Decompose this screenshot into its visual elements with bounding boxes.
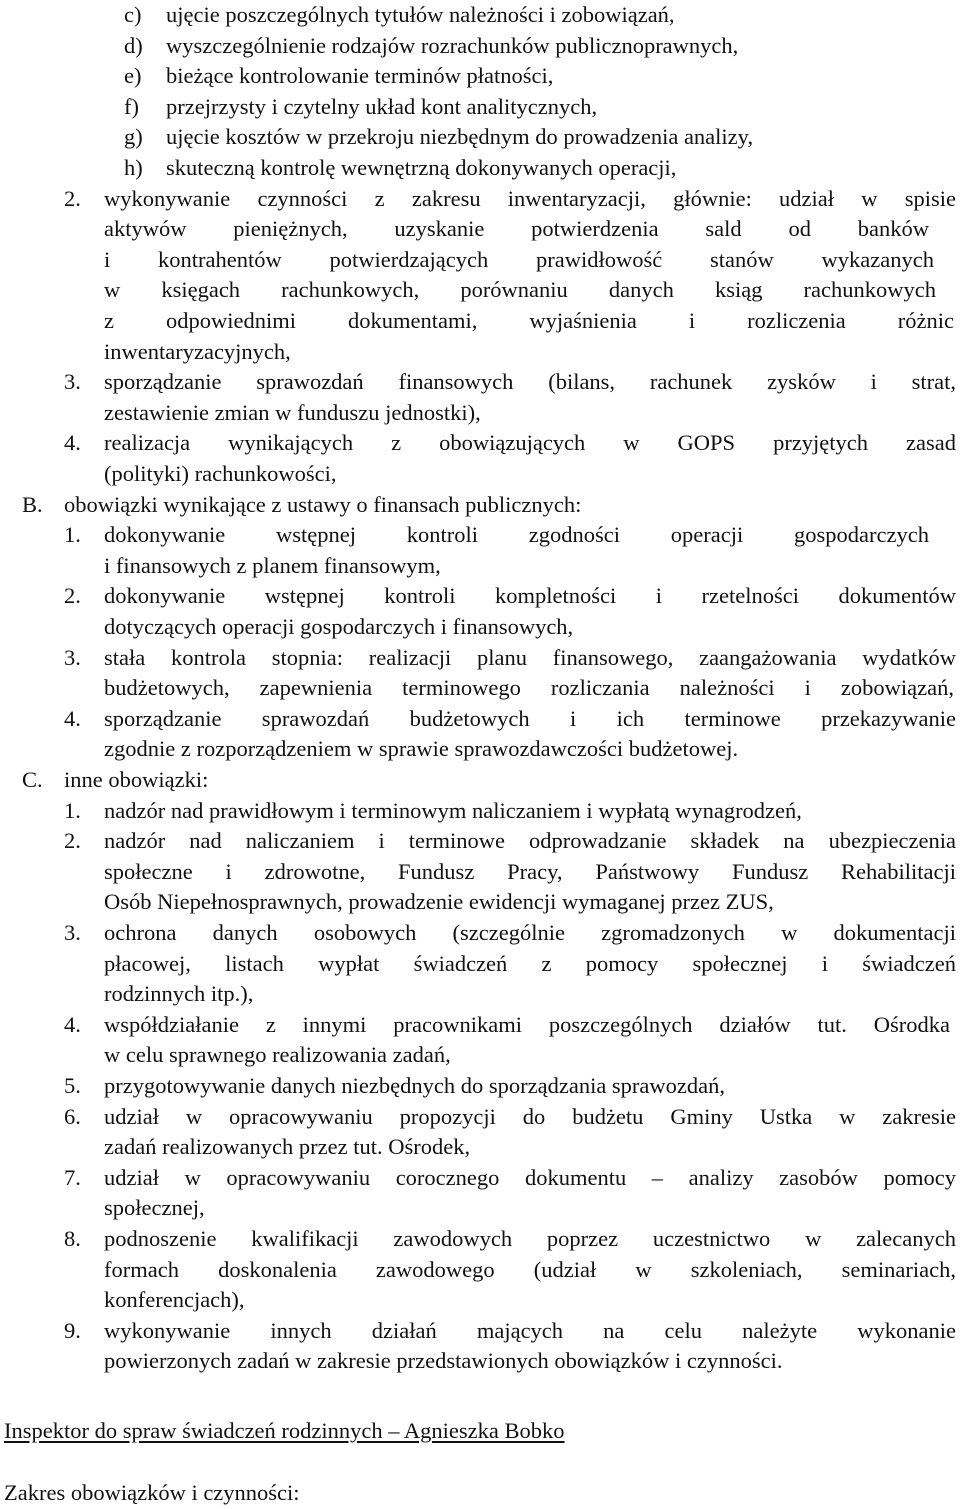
item-number: 6. — [64, 1103, 81, 1129]
section-title-c: inne obowiązki: — [64, 767, 209, 792]
item-text: wyszczególnienie rodzajów rozrachunków publicznoprawnych, — [166, 32, 739, 58]
position-heading: Inspektor do spraw świadczeń rodzinnych – Agnieszka Bobko — [4, 1418, 565, 1443]
item-line: udział w opracowywaniu corocznego dokumentu – analizy zasobów pomocy — [104, 1164, 956, 1190]
item-letter: c) — [124, 2, 142, 27]
item-line: wykonywanie czynności z zakresu inwentaryzacji, głównie: udział w spisie — [104, 185, 956, 211]
item-line: dokonywanie wstępnej kontroli zgodności operacji gospodarczych — [104, 522, 929, 548]
item-number: 2. — [64, 828, 81, 854]
item-letter: e) — [124, 63, 142, 89]
item-number: 3. — [64, 644, 81, 670]
item-line: udział w opracowywaniu propozycji do budżetu Gminy Ustka w zakresie — [104, 1103, 956, 1129]
item-number: 9. — [64, 1317, 81, 1343]
list-item — [124, 61, 960, 92]
item-line: dokonywanie wstępnej kontroli kompletności i rzetelności dokumentów — [104, 583, 956, 609]
item-line: wykonywanie innych działań mających na celu należyte wykonanie — [104, 1317, 956, 1343]
item-number: 4. — [64, 430, 81, 456]
item-line: budżetowych, zapewnienia terminowego rozliczania należności i zobowiązań, — [104, 675, 954, 701]
section-title-b: obowiązki wynikające z ustawy o finansach publicznych: — [64, 491, 582, 517]
item-text: skuteczną kontrolę wewnętrzną dokonywanych operacji, — [166, 155, 677, 180]
item-line: ochrona danych osobowych (szczególnie zgromadzonych w dokumentacji — [104, 920, 956, 945]
item-line: nadzór nad naliczaniem i terminowe odprowadzanie składek na ubezpieczenia — [104, 828, 956, 854]
item-number: 3. — [64, 369, 81, 395]
item-line: podnoszenie kwalifikacji zawodowych poprzez uczestnictwo w zalecanych — [104, 1226, 956, 1251]
list-item — [124, 92, 960, 123]
list-item — [124, 31, 960, 62]
item-number: 4. — [64, 1011, 81, 1037]
list-item — [124, 122, 960, 153]
list-item — [124, 153, 960, 184]
item-letter: d) — [124, 32, 143, 58]
item-line: z odpowiednimi dokumentami, wyjaśnienia i rozliczenia różnic — [104, 308, 954, 333]
item-text: ujęcie poszczególnych tytułów należności i zobowiązań, — [166, 2, 675, 27]
item-line: sporządzanie sprawozdań budżetowych i ich terminowe przekazywanie — [104, 705, 956, 731]
item-number: 1. — [64, 522, 81, 548]
section-letter-b: B. — [22, 491, 43, 517]
item-number: 8. — [64, 1226, 81, 1251]
item-line: i kontrahentów potwierdzających prawidłowość stanów wykazanych — [104, 246, 934, 272]
item-letter: g) — [124, 124, 143, 150]
item-number: 1. — [64, 797, 81, 823]
section-letter-c: C. — [22, 767, 43, 792]
item-line: formach doskonalenia zawodowego (udział w szkoleniach, seminariach, — [104, 1256, 956, 1282]
item-line: płacowej, listach wypłat świadczeń z pomocy społecznej i świadczeń — [104, 950, 956, 976]
item-text: ujęcie kosztów w przekroju niezbędnym do prowadzenia analizy, — [166, 124, 754, 150]
duties-heading: Zakres obowiązków i czynności: — [4, 1480, 300, 1505]
item-line: w księgach rachunkowych, porównaniu danych ksiąg rachunkowych — [104, 277, 936, 303]
item-text: przejrzysty i czytelny układ kont analitycznych, — [166, 93, 598, 119]
item-number: 5. — [64, 1073, 81, 1098]
item-line: współdziałanie z innymi pracownikami poszczególnych działów tut. Ośrodka — [104, 1011, 950, 1037]
item-letter: f) — [124, 93, 139, 119]
list-item — [124, 0, 960, 31]
item-line: społeczne i zdrowotne, Fundusz Pracy, Państwowy Fundusz Rehabilitacji — [104, 858, 956, 884]
item-number: 4. — [64, 705, 81, 731]
item-letter: h) — [124, 155, 143, 180]
item-number: 3. — [64, 920, 81, 945]
item-number: 2. — [64, 185, 81, 211]
item-number: 7. — [64, 1164, 81, 1190]
item-line: realizacja wynikających z obowiązujących w GOPS przyjętych zasad — [104, 430, 956, 456]
item-line: sporządzanie sprawozdań finansowych (bilans, rachunek zysków i strat, — [104, 369, 956, 395]
item-line: stała kontrola stopnia: realizacji planu finansowego, zaangażowania wydatków — [104, 644, 956, 670]
item-line: aktywów pieniężnych, uzyskanie potwierdzenia sald od banków — [104, 216, 929, 242]
item-text: bieżące kontrolowanie terminów płatności, — [166, 63, 554, 89]
item-number: 2. — [64, 583, 81, 609]
